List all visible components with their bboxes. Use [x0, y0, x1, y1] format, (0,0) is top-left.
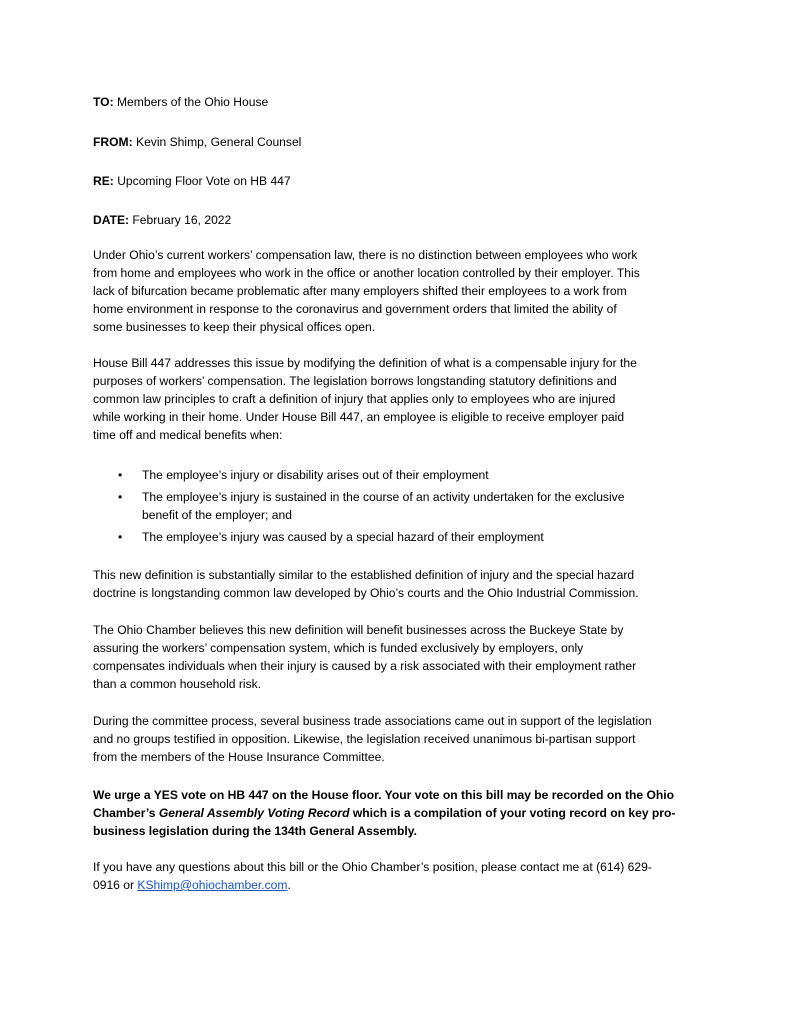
paragraph-line: doctrine is longstanding common law developed by Ohio’s courts and the Ohio Industrial Commission. [93, 586, 639, 600]
date-value: February 16, 2022 [129, 213, 232, 227]
list-item-text: The employee’s injury was caused by a special hazard of their employment [142, 530, 544, 544]
paragraph-line: home environment in response to the coronavirus and government orders that limited the ability of [93, 302, 617, 316]
paragraph-line: from the members of the House Insurance Committee. [93, 750, 385, 764]
to-value: Members of the Ohio House [113, 95, 269, 109]
paragraph-line: assuring the workers’ compensation system, which is funded exclusively by employers, only [93, 641, 584, 655]
from-value: Kevin Shimp, General Counsel [132, 135, 302, 149]
paragraph-line: business legislation during the 134th General Assembly. [93, 824, 417, 838]
text-segment: 0916 or [93, 878, 138, 892]
list-item [118, 528, 718, 546]
text-segment: which is a compilation of your voting record on key pro- [349, 806, 676, 820]
paragraph-line: compensates individuals when their injury is caused by a risk associated with their employment rather [93, 659, 637, 673]
paragraph-contact [93, 858, 713, 894]
list-item [118, 488, 718, 524]
paragraph-1 [93, 246, 713, 336]
paragraph-line: from home and employees who work in the office or another location controlled by their employer. This [93, 266, 640, 280]
paragraph-line: some businesses to keep their physical offices open. [93, 320, 376, 334]
paragraph-line: House Bill 447 addresses this issue by modifying the definition of what is a compensable injury for the [93, 356, 637, 370]
list-item-text: benefit of the employer; and [142, 508, 292, 522]
paragraph-4 [93, 621, 713, 693]
paragraph-line: purposes of workers’ compensation. The legislation borrows longstanding statutory definitions and [93, 374, 617, 388]
paragraph-3 [93, 566, 713, 602]
paragraph-line: We urge a YES vote on HB 447 on the House floor. Your vote on this bill may be recorded on the Ohio [93, 788, 675, 802]
from-line [93, 133, 301, 151]
paragraph-line: Under Ohio’s current workers’ compensation law, there is no distinction between employees who work [93, 248, 638, 262]
paragraph-line: and no groups testified in opposition. Likewise, the legislation received unanimous bi-partisan support [93, 732, 636, 746]
date-label: DATE: [93, 213, 130, 227]
paragraph-line [93, 876, 713, 894]
bullet-icon: • [118, 468, 123, 482]
email-link[interactable]: KShimp@ohiochamber.com [137, 878, 288, 892]
paragraph-line: During the committee process, several business trade associations came out in support of the legislation [93, 714, 652, 728]
to-line [93, 93, 268, 111]
bullet-icon: • [118, 530, 123, 544]
voting-record-title: General Assembly Voting Record [158, 806, 350, 820]
paragraph-line: while working in their home. Under House Bill 447, an employee is eligible to receive employer paid [93, 410, 625, 424]
list-item-text: The employee’s injury is sustained in the course of an activity undertaken for the exclusive [142, 490, 625, 504]
bullet-list [118, 466, 718, 550]
text-segment: . [287, 878, 291, 892]
paragraph-line [93, 804, 713, 822]
to-label: TO: [93, 95, 114, 109]
bullet-icon: • [118, 490, 123, 504]
text-segment: Chamber’s [93, 806, 159, 820]
re-line [93, 172, 291, 190]
list-item [118, 466, 718, 484]
re-value: Upcoming Floor Vote on HB 447 [113, 174, 291, 188]
paragraph-5 [93, 712, 713, 766]
re-label: RE: [93, 174, 114, 188]
paragraph-line: lack of bifurcation became problematic after many employers shifted their employees to a work from [93, 284, 627, 298]
paragraph-line: common law principles to craft a definition of injury that applies only to employees who are injured [93, 392, 616, 406]
from-label: FROM: [93, 135, 133, 149]
paragraph-line: than a common household risk. [93, 677, 262, 691]
paragraph-line: The Ohio Chamber believes this new definition will benefit businesses across the Buckeye State by [93, 623, 624, 637]
paragraph-2 [93, 354, 713, 444]
paragraph-line: time off and medical benefits when: [93, 428, 283, 442]
paragraph-line: If you have any questions about this bill or the Ohio Chamber’s position, please contact me at (614) 629- [93, 860, 652, 874]
paragraph-call-to-action [93, 786, 713, 840]
date-line [93, 211, 231, 229]
paragraph-line: This new definition is substantially similar to the established definition of injury and the special hazard [93, 568, 635, 582]
list-item-text: The employee’s injury or disability arises out of their employment [142, 468, 489, 482]
